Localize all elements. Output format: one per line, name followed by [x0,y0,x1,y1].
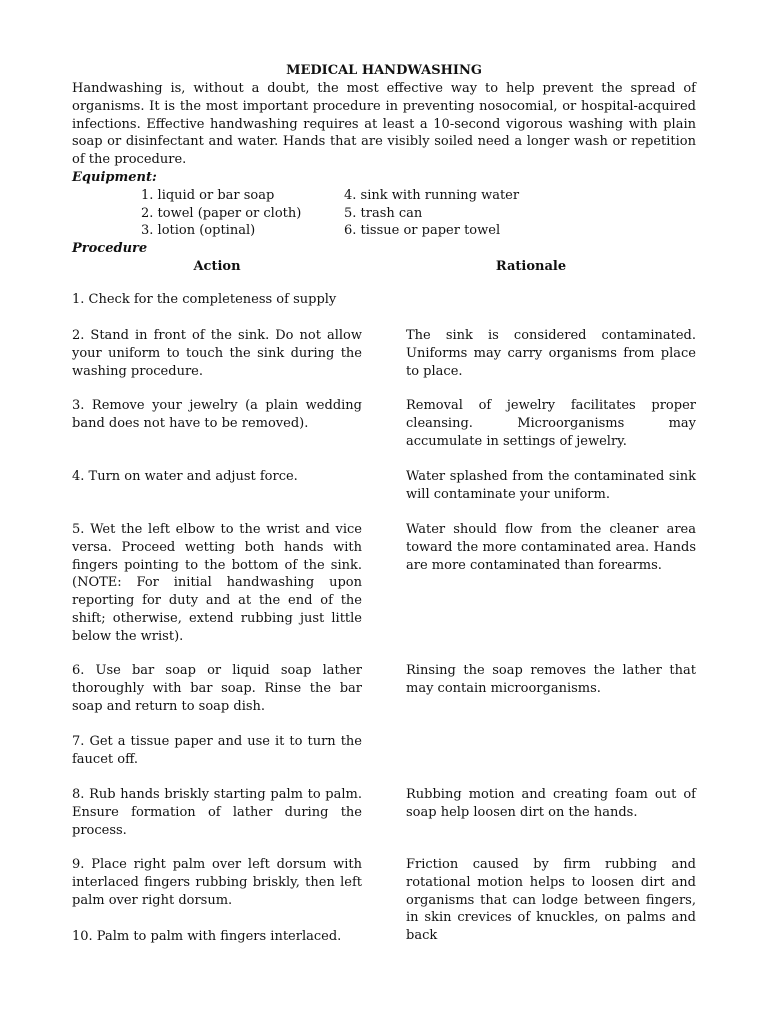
step-rationale: Rubbing motion and creating foam out of soap help loosen dirt on the hands. [406,787,696,820]
procedure-step [72,521,696,646]
step-rationale: Water splashed from the contaminated sink will contaminate your uniform. [406,469,696,502]
step-action: 3. Remove your jewelry (a plain wedding band does not have to be removed). [72,398,362,431]
equipment-item: 6. tissue or paper towel [344,223,501,239]
step-action: 1. Check for the completeness of supply [72,292,337,307]
step-rationale [406,291,696,309]
action-column-header: Action [193,258,241,274]
equipment-item: 1. liquid or bar soap [141,187,275,203]
step-action: 8. Rub hands briskly starting palm to palm. Ensure formation of lather during the process. [72,787,362,838]
document-page [72,62,696,276]
step-rationale [406,928,696,946]
step-action: 5. Wet the left elbow to the wrist and vice versa. Proceed wetting both hands with fingers pointing to the bottom of the sink. (NOTE: For initial handwashing upon reporting for duty and at the end of the shift; otherwise, extend rubbing just little below the wrist). [72,522,362,644]
step-action: 9. Place right palm over left dorsum with interlaced fingers rubbing briskly, then left palm over right dorsum. [72,857,362,908]
step-rationale: Friction caused by firm rubbing and rotational motion helps to loosen dirt and organisms that can lodge between fingers, in skin crevices of knuckles, on palms and back [406,857,696,944]
equipment-item: 4. sink with running water [344,187,520,203]
step-rationale: Removal of jewelry facilitates proper cleansing. Microorganisms may accumulate in settings of jewelry. [406,398,696,449]
rationale-column-header: Rationale [495,258,567,274]
procedure-step [72,662,696,715]
procedure-step [72,327,696,380]
equipment-item: 2. towel (paper or cloth) [141,205,302,221]
step-rationale: Water should flow from the cleaner area toward the more contaminated area. Hands are more contaminated than forearms. [406,522,696,573]
step-rationale: Rinsing the soap removes the lather that may contain microorganisms. [406,663,696,696]
step-action: 4. Turn on water and adjust force. [72,469,298,484]
equipment-item: 5. trash can [344,205,423,221]
equipment-list [141,187,696,240]
procedure-label: Procedure [72,241,148,257]
procedure-step [72,397,696,450]
step-action: 2. Stand in front of the sink. Do not allow your uniform to touch the sink during the washing procedure. [72,328,362,379]
step-action: 6. Use bar soap or liquid soap lather thoroughly with bar soap. Rinse the bar soap and return to soap dish. [72,663,362,714]
procedure-step [72,786,696,839]
step-rationale [406,733,696,769]
step-action: 7. Get a tissue paper and use it to turn the faucet off. [72,734,362,767]
intro-paragraph: Handwashing is, without a doubt, the most effective way to help prevent the spread of organisms. It is the most important procedure in preventing nosocomial, or hospital-acquired infections. Effective handwashing requires at least a 10-second vigorous washing with plain soap or disinfectant and water. Hands that are visibly soiled need a longer wash or repetition of the procedure. [72,81,696,168]
step-action: 10. Palm to palm with fingers interlaced. [72,929,342,944]
equipment-item: 3. lotion (optinal) [141,223,256,239]
procedure-step [72,291,696,309]
procedure-step [72,468,696,504]
procedure-step [72,733,696,769]
equipment-label: Equipment: [72,169,157,185]
procedure-step [72,928,696,946]
procedure-table-header [72,258,696,276]
step-rationale: The sink is considered contaminated. Uniforms may carry organisms from place to place. [406,328,696,379]
document-title: MEDICAL HANDWASHING [286,63,482,78]
